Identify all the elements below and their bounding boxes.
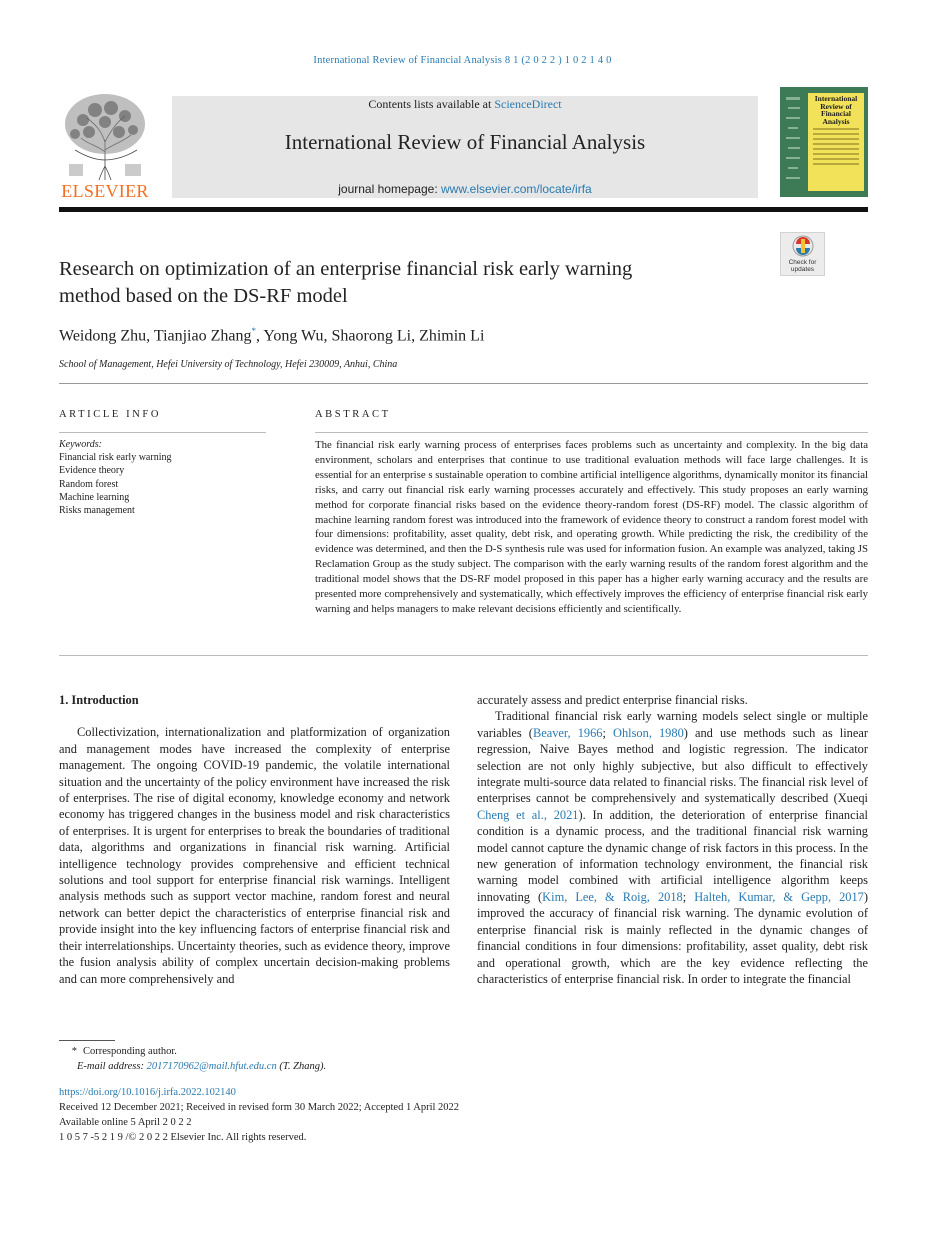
authors-part: Weidong Zhu, Tianjiao Zhang [59,327,252,345]
available-online: Available online 5 April 2 0 2 2 [59,1117,192,1128]
section-heading: 1. Introduction [59,693,139,707]
article-info-rule [59,432,266,433]
journal-homepage-line [172,182,758,196]
contents-available-line [172,97,758,112]
crossmark-line: updates [790,266,815,273]
body-paragraph: Collectivization, internationalization and platformization of organization and management modes have increased the complexity of enterprise management. The ongoing COVID-19 pandemic, the volatile international situation and the uncertainty of the policy environment have increased the risk of enterprises. The rise of digital economy, knowledge economy and network economy has triggered changes in the business model and risk characteristics of enterprises. It is urgent for enterprises to break the boundaries of traditional data, algorithms and organizations in financial risk warning. Artificial intelligence technology provides comprehensive and efficient technical solutions and tool support for enterprise financial risk warnings. Intelligent analysis methods such as support vector machine, random forest and neural network can better depict the characteristics of enterprise financial risk and provide insight into the key influencing factors of enterprise financial risk and their interrelationships. Uncertainty theories, such as evidence theory, improve the fusion analysis ability of complex uncertain decision-making problems and can more comprehensively and [59,725,450,986]
article-title [59,256,759,310]
homepage-prefix: journal homepage: [338,182,441,196]
footnote [59,1044,326,1074]
citation-link[interactable]: Halteh, Kumar, & Gepp, 2017 [694,889,864,904]
affiliation: School of Management, Hefei University of Technology, Hefei 230009, Anhui, China [59,359,398,370]
elsevier-tree-logo [59,90,151,182]
email-suffix: (T. Zhang). [276,1061,327,1072]
body-column-left [59,692,450,987]
corresponding-author-note: Corresponding author. [83,1046,177,1057]
crossmark-label [781,259,824,273]
received-dates: Received 12 December 2021; Received in revised form 30 March 2022; Accepted 1 April 2022 [59,1102,460,1113]
citation-link[interactable]: Ohlson, 1980 [613,725,684,740]
cover-title-line: Review of [820,101,852,111]
body-text: ; [682,889,695,904]
contents-prefix: Contents lists available at [368,97,495,111]
body-paragraph [477,708,868,987]
abstract-heading: ABSTRACT [315,409,391,420]
email-link[interactable]: 2017170962@mail.hfut.edu.cn [146,1061,277,1072]
email-label: E-mail address: [77,1061,147,1072]
journal-cover-image[interactable] [780,87,868,197]
body-text: ) and use methods such as linear regression, Naive Bayes method and logistic regression. The indicator selection are not only highly subjective, but also difficult to effectively integrate multi-source data related to financial risks. The financial risk level of enterprises cannot be comprehensively and systematically described (Xueqi [477,725,868,806]
keyword-item: Risks management [59,505,135,517]
cover-decoration [784,93,804,191]
body-text: Traditional financial risk early warning models select single or multiple variables ( [477,709,868,740]
crossmark-line: Check for [788,259,817,266]
cover-contents-lines [810,128,862,165]
abstract-text: The financial risk early warning process of enterprises faces problems such as uncertainty and complexity. In the big data environment, scholars and enterprises that continue to use traditional evaluation methods will face large challenges. It is essential for an enterprise s sustainable operation to combine artificial intelligence algorithms, dynamically monitor its financial risks, and carry out financial risk early warning processes accurately and effectively. This study proposes an early warning method for corporate financial risks based on the evidence theory-random forest (DS-RF) model. The classic algorithm of machine learning random forest was introduced into the framework of evidence theory to construct a random forest model with four dimensions: profitability, asset quality, debt risk, and operating growth. While predicting the risk, the credibility of the evidence was determined, and then the D-S synthesis rule was used for information fusion. An example was analyzed, taking JS Reclamation Group as the study subject. The comparison with the early warning results of the random forest algorithm and the traditional model shows that the DS-RF model proposed in this paper has a higher early warning accuracy and the results are presented more comprehensively and systematically, which effectively improves the efficiency of enterprise financial risk early warning and helps managers to make relevant decisions efficiently and scientifically. [315,439,868,615]
keyword-item: Machine learning [59,491,130,503]
journal-reference-link[interactable]: International Review of Financial Analysis 8 1 (2 0 2 2 ) 1 0 2 1 4 0 [313,55,612,66]
body-paragraph-continuation: accurately assess and predict enterprise financial risks. [477,693,748,707]
article-title-line: method based on the DS-RF model [59,285,348,307]
doi-link[interactable]: https://doi.org/10.1016/j.irfa.2022.102140 [59,1087,236,1098]
keywords-label: Keywords: [59,439,102,450]
abstract-bottom-rule [59,655,868,656]
body-column-right [477,692,868,987]
keyword-item: Financial risk early warning [59,452,172,463]
publication-info [59,1085,459,1145]
footnote-rule [59,1040,115,1041]
keywords-list [59,451,171,517]
article-info-heading: ARTICLE INFO [59,409,162,420]
citation-link[interactable]: Kim, Lee, & Roig, 2018 [542,889,683,904]
journal-banner [172,96,758,198]
journal-title: International Review of Financial Analysis [284,130,646,154]
cover-title-line: International [814,94,858,103]
section-divider [59,383,868,384]
crossmark-icon [781,233,826,259]
elsevier-wordmark: ELSEVIER [61,181,149,201]
cover-title-line: Financial [820,109,851,118]
body-text: ) improved the accuracy of financial risk warning. The dynamic evolution of enterprise financial risk is mainly reflected in the dynamic changes of financial conditions in four dimensions: profitability, asset quality, debt risk and operational growth, which are the key evidence reflecting the characteristics of enterprise financial risk. In order to integrate the financial [477,889,868,986]
keyword-item: Evidence theory [59,465,125,477]
article-title-line: Research on optimization of an enterprise financial risk early warning [59,258,633,280]
body-text: ; [602,725,614,740]
sciencedirect-link[interactable]: ScienceDirect [494,97,562,111]
author-list [59,326,484,345]
homepage-link[interactable]: www.elsevier.com/locate/irfa [441,182,592,196]
citation-link[interactable]: Cheng et al., 2021 [477,807,579,822]
header-rule [59,207,868,212]
corresponding-author-mark[interactable]: * [251,326,256,336]
citation-link[interactable]: Beaver, 1966 [532,725,603,740]
copyright: 1 0 5 7 -5 2 1 9 /© 2 0 2 2 Elsevier Inc. All rights reserved. [59,1132,307,1143]
check-for-updates-button[interactable] [780,232,825,276]
body-text: ). In addition, the deterioration of enterprise financial condition is a dynamic process, and the traditional financial risk warning model cannot capture the dynamic change of risk factors in this process. In the new generation of information technology environment, the financial risk warning model combined with artificial intelligence algorithm keeps innovating ( [477,807,868,904]
cover-title-line: Analysis [822,116,850,126]
keyword-item: Random forest [59,478,119,490]
abstract-rule [315,432,868,433]
authors-part: , Yong Wu, Shaorong Li, Zhimin Li [255,327,485,345]
footnote-star: * [71,1046,77,1057]
